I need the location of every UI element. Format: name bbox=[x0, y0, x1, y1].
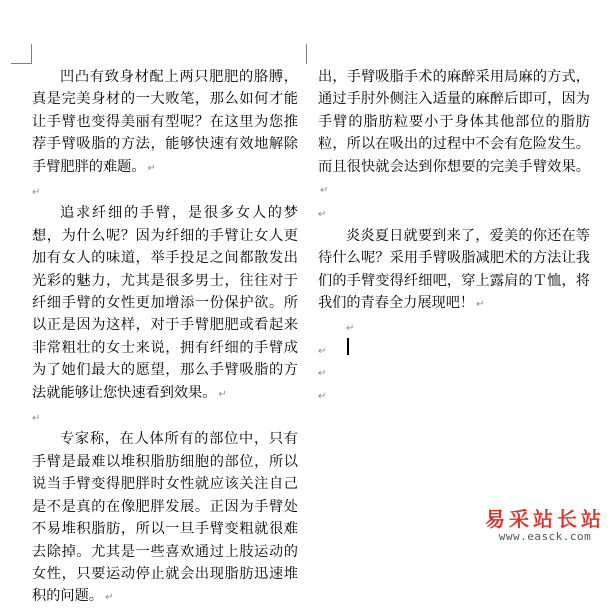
watermark-title: 易采站长站 bbox=[485, 507, 605, 531]
paragraph-3 bbox=[32, 428, 298, 609]
watermark bbox=[485, 508, 605, 544]
crop-mark-top-left-horizontal bbox=[11, 63, 32, 64]
paragraph-5-text: 炎炎夏日就要到来了，爱美的你还在等待什么呢？采用手臂吸脂减肥术的方法让我们的手臂变得纤细吧，穿上露肩的Ｔ恤，将我们的青春全力展现吧！ bbox=[318, 227, 590, 312]
paragraph-5 bbox=[318, 225, 590, 317]
paragraph-mark-icon: ↵ bbox=[147, 162, 156, 174]
crop-mark-top-center-vertical bbox=[306, 44, 307, 64]
paragraph-2 bbox=[32, 202, 298, 406]
paragraph-mark-icon: ↵ bbox=[318, 209, 327, 221]
paragraph-3-text: 专家称，在人体所有的部位中，只有手臂是最难以堆积脂肪细胞的部位，所以说当手臂变得肥胖时女性就应该关注自己是不是真的在像肥胖发展。正因为手臂处不易堆积脂肪，所以一旦手臂变粗就很难去除掉。尤其是一些喜欢通过上肢运动的女性，只要运动停止就会出现脂肪迅速堆积的问题。 bbox=[32, 431, 298, 605]
empty-line bbox=[32, 180, 298, 202]
empty-line bbox=[32, 406, 298, 428]
paragraph-mark-icon: ↵ bbox=[218, 388, 227, 400]
paragraph-2-text: 追求纤细的手臂，是很多女人的梦想，为什么呢？因为纤细的手臂让女人更加有女人的味道，举手投足之间都散发出光彩的魅力，尤其是很多男士，往往对于纤细手臂的女性更加增添一份保护欲。所以正是因为这样，对于手臂肥肥或看起来非常粗壮的女士来说，拥有纤细的手臂成为了她们最大的愿望，那么手臂吸脂的方法就能够让您快速看到效果。 bbox=[32, 205, 298, 401]
text-cursor[interactable] bbox=[347, 338, 349, 355]
paragraph-4 bbox=[318, 66, 590, 202]
watermark-url: www.easck.com bbox=[498, 530, 592, 543]
empty-line bbox=[318, 384, 590, 406]
paragraph-mark-icon: ↵ bbox=[346, 323, 355, 335]
paragraph-mark-icon: ↵ bbox=[104, 592, 114, 604]
paragraph-4-text: 出，手臂吸脂手术的麻醉采用局麻的方式，通过手肘外侧注入适量的麻醉后即可，因为手臂的脂肪粒要小于身体其他部位的脂肪粒，所以在吸出的过程中不会有危险发生。而且很快就会达到你想要的完美手臂效果。 bbox=[318, 69, 590, 175]
paragraph-mark-icon: ↵ bbox=[320, 185, 329, 197]
empty-line bbox=[318, 316, 590, 338]
paragraph-mark-icon: ↵ bbox=[32, 187, 41, 199]
paragraph-mark-icon: ↵ bbox=[476, 299, 485, 311]
left-column bbox=[32, 66, 298, 610]
empty-line bbox=[318, 361, 590, 383]
empty-line bbox=[318, 202, 590, 224]
right-column bbox=[318, 66, 590, 406]
paragraph-mark-icon: ↵ bbox=[318, 345, 327, 357]
crop-mark-top-left-vertical bbox=[31, 44, 32, 64]
empty-line bbox=[318, 339, 590, 361]
paragraph-1-text: 凹凸有致身材配上两只肥肥的胳膊，真是完美身材的一大败笔，那么如何才能让手臂也变得美丽有型呢？在这里为您推荐手臂吸脂的方法，能够快速有效地解除手臂肥胖的难题。 bbox=[32, 69, 298, 175]
paragraph-mark-icon: ↵ bbox=[32, 413, 41, 425]
paragraph-mark-icon: ↵ bbox=[318, 390, 327, 402]
paragraph-mark-icon: ↵ bbox=[318, 368, 327, 380]
paragraph-1 bbox=[32, 66, 298, 180]
